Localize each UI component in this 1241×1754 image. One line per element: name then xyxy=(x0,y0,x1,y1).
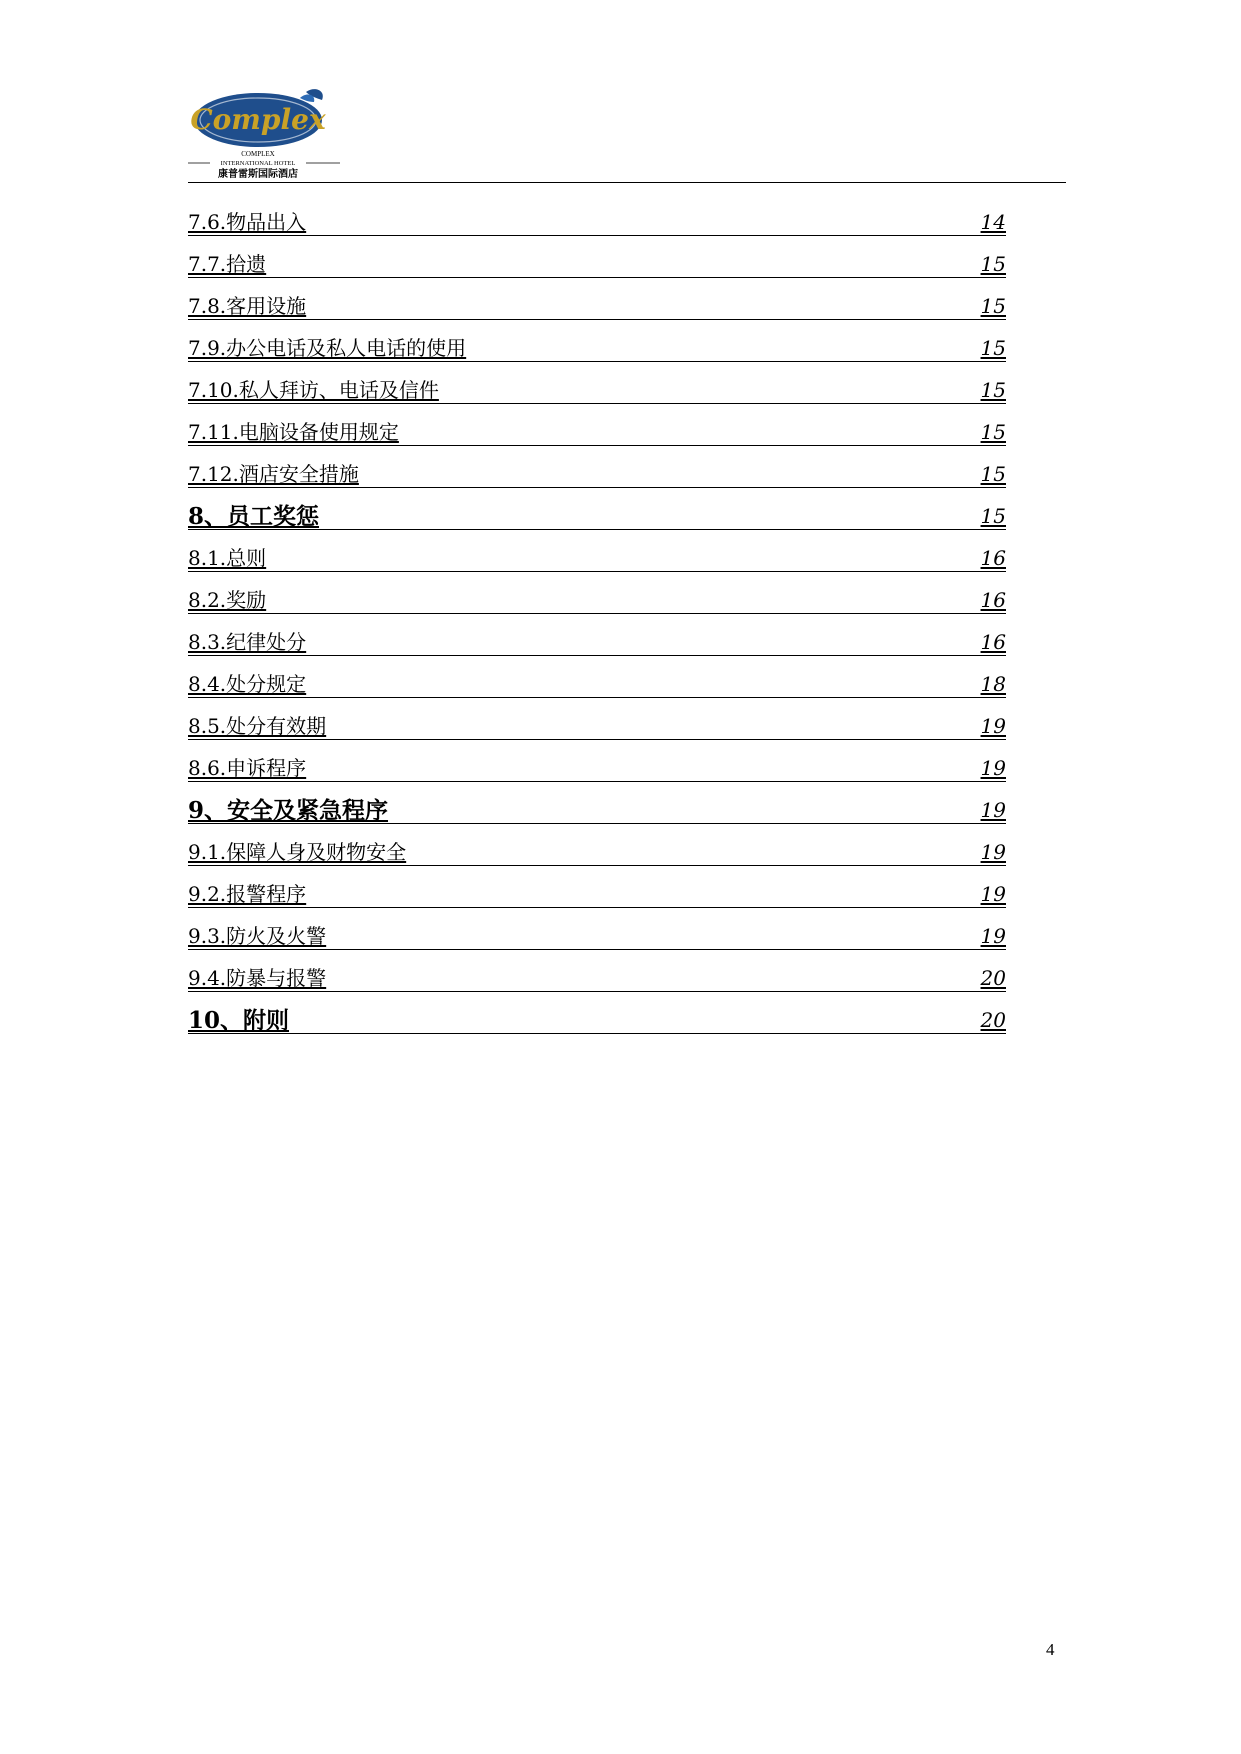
toc-entry-label[interactable]: 8.1.总则 xyxy=(188,546,267,570)
page-number: 4 xyxy=(1046,1640,1055,1659)
toc-entry-label[interactable]: 8.6.申诉程序 xyxy=(188,756,307,780)
toc-entry-label[interactable]: 8.4.处分规定 xyxy=(188,672,307,696)
toc-entry[interactable] xyxy=(188,530,1006,572)
toc-entry-page[interactable]: 16 xyxy=(980,546,1006,570)
toc-entry-label[interactable]: 8.5.处分有效期 xyxy=(188,714,327,738)
toc-entry-label[interactable]: 7.12.酒店安全措施 xyxy=(188,462,359,486)
toc-entry-page[interactable]: 19 xyxy=(980,756,1006,780)
table-of-contents xyxy=(188,194,1006,1034)
toc-entry-label[interactable]: 7.8.客用设施 xyxy=(188,294,307,318)
toc-entry-page[interactable]: 15 xyxy=(980,462,1006,486)
toc-entry-label[interactable]: 7.9.办公电话及私人电话的使用 xyxy=(188,336,467,360)
toc-entry-page[interactable]: 16 xyxy=(980,630,1006,654)
logo-script-text: Complex xyxy=(190,103,326,136)
toc-entry[interactable] xyxy=(188,614,1006,656)
toc-entry[interactable] xyxy=(188,446,1006,488)
toc-entry-label[interactable]: 8.2.奖励 xyxy=(188,588,267,612)
toc-entry-page[interactable]: 19 xyxy=(980,882,1006,906)
logo-line2: INTERNATIONAL HOTEL xyxy=(220,160,296,167)
toc-entry[interactable] xyxy=(188,236,1006,278)
toc-entry-page[interactable]: 15 xyxy=(980,336,1006,360)
toc-entry-page[interactable]: 19 xyxy=(980,840,1006,864)
toc-entry[interactable] xyxy=(188,866,1006,908)
toc-entry[interactable] xyxy=(188,656,1006,698)
toc-entry-page[interactable]: 15 xyxy=(980,504,1006,528)
logo-line3: 康普雷斯国际酒店 xyxy=(218,169,298,180)
toc-entry[interactable] xyxy=(188,488,1006,530)
toc-entry-label[interactable]: 9、安全及紧急程序 xyxy=(188,797,389,824)
toc-entry[interactable] xyxy=(188,824,1006,866)
toc-entry-label[interactable]: 10、附则 xyxy=(188,1007,290,1034)
complex-logo-icon xyxy=(188,86,340,182)
toc-entry[interactable] xyxy=(188,194,1006,236)
toc-entry-page[interactable]: 19 xyxy=(980,798,1006,822)
toc-entry[interactable] xyxy=(188,404,1006,446)
toc-entry[interactable] xyxy=(188,362,1006,404)
toc-entry-label[interactable]: 7.7.拾遗 xyxy=(188,252,267,276)
toc-entry-label[interactable]: 7.11.电脑设备使用规定 xyxy=(188,420,399,444)
toc-entry[interactable] xyxy=(188,278,1006,320)
toc-entry[interactable] xyxy=(188,698,1006,740)
toc-entry-label[interactable]: 7.6.物品出入 xyxy=(188,210,307,234)
toc-entry-label[interactable]: 9.3.防火及火警 xyxy=(188,924,327,948)
toc-entry-page[interactable]: 19 xyxy=(980,714,1006,738)
toc-entry[interactable] xyxy=(188,992,1006,1034)
toc-entry-page[interactable]: 14 xyxy=(980,210,1006,234)
toc-entry-page[interactable]: 20 xyxy=(980,1008,1006,1032)
hotel-logo xyxy=(188,86,340,182)
toc-entry-page[interactable]: 15 xyxy=(980,294,1006,318)
toc-entry-page[interactable]: 19 xyxy=(980,924,1006,948)
toc-entry[interactable] xyxy=(188,908,1006,950)
header-divider xyxy=(188,182,1066,183)
toc-entry[interactable] xyxy=(188,740,1006,782)
toc-entry-label[interactable]: 9.1.保障人身及财物安全 xyxy=(188,840,407,864)
toc-entry[interactable] xyxy=(188,572,1006,614)
toc-entry-page[interactable]: 18 xyxy=(980,672,1006,696)
toc-entry-label[interactable]: 8.3.纪律处分 xyxy=(188,630,307,654)
toc-entry-label[interactable]: 7.10.私人拜访、电话及信件 xyxy=(188,378,439,402)
toc-entry[interactable] xyxy=(188,950,1006,992)
toc-entry-page[interactable]: 16 xyxy=(980,588,1006,612)
toc-entry-page[interactable]: 15 xyxy=(980,378,1006,402)
toc-entry-page[interactable]: 15 xyxy=(980,420,1006,444)
toc-entry-label[interactable]: 9.2.报警程序 xyxy=(188,882,307,906)
toc-entry-page[interactable]: 15 xyxy=(980,252,1006,276)
toc-entry[interactable] xyxy=(188,320,1006,362)
toc-entry[interactable] xyxy=(188,782,1006,824)
toc-entry-label[interactable]: 9.4.防暴与报警 xyxy=(188,966,327,990)
logo-line1: COMPLEX xyxy=(241,150,275,158)
toc-entry-page[interactable]: 20 xyxy=(980,966,1006,990)
toc-entry-label[interactable]: 8、员工奖惩 xyxy=(188,503,320,530)
